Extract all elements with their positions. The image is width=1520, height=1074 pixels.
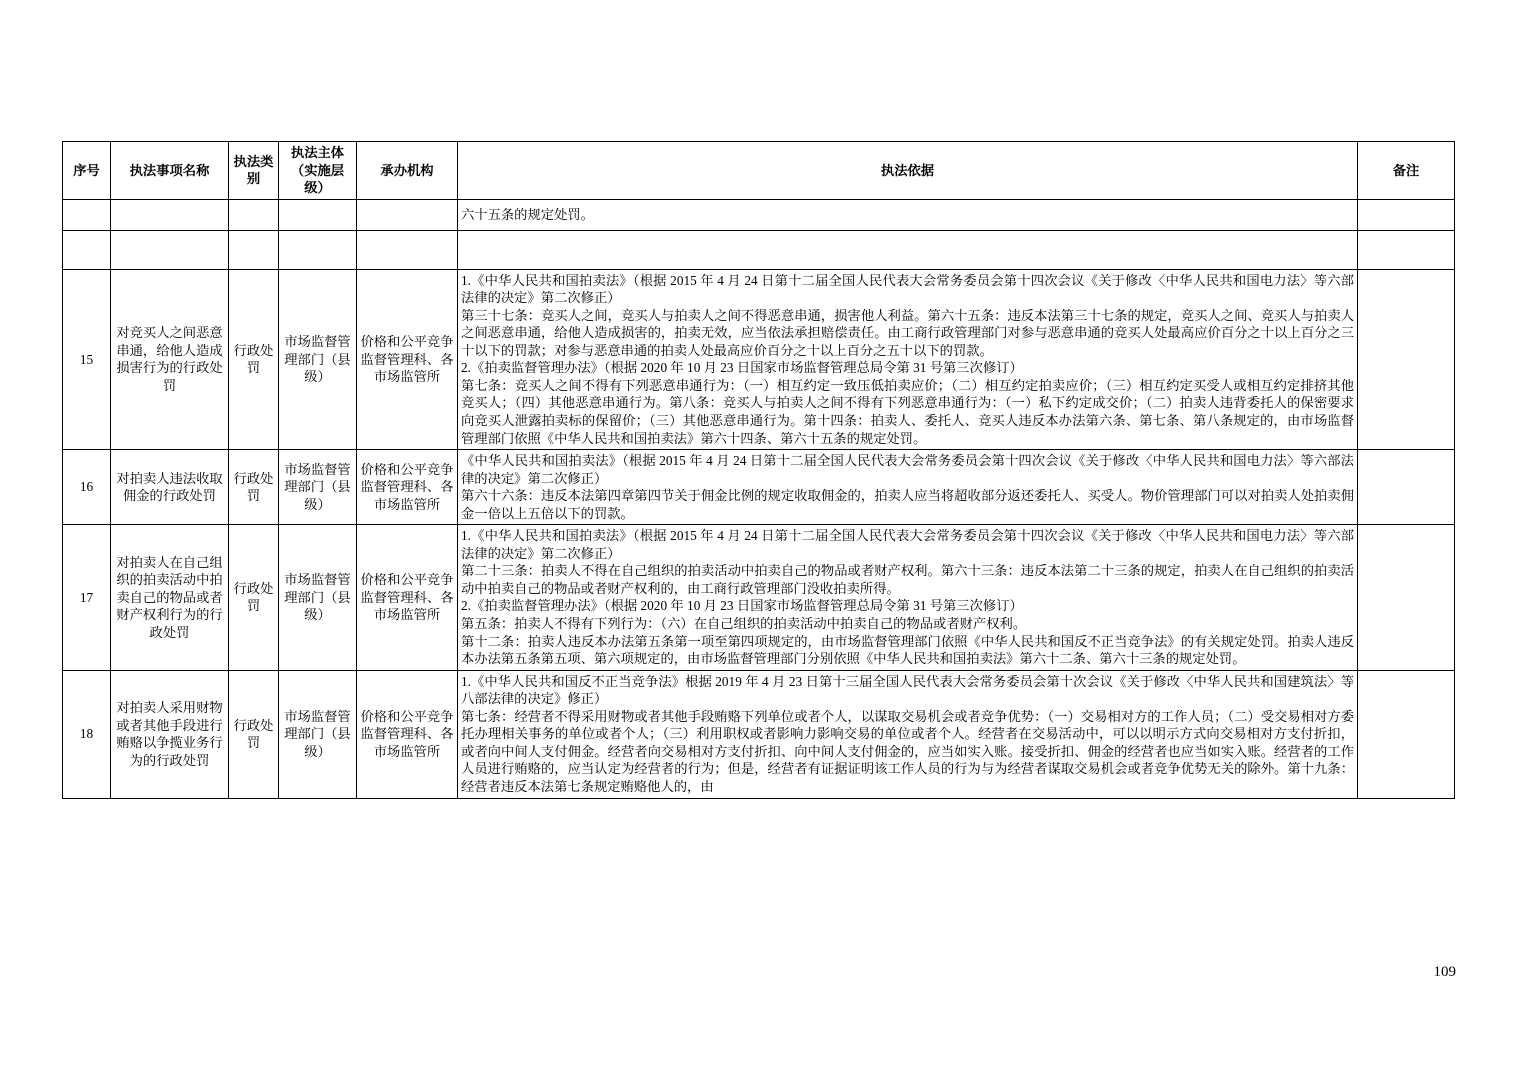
table-row — [63, 670, 1455, 798]
cell-type — [229, 199, 279, 230]
cell-remark — [1358, 230, 1455, 269]
cell-subject: 市场监督管理部门（县级） — [279, 670, 357, 798]
cell-name — [111, 230, 229, 269]
basis-paragraph: 1.《中华人民共和国拍卖法》（根据 2015 年 4 月 24 日第十二届全国人民代表大会常务委员会第十四次会议《关于修改〈中华人民共和国电力法〉等六部法律的决定》第二次修正） — [461, 272, 1354, 306]
cell-remark — [1358, 670, 1455, 798]
basis-paragraph: 2.《拍卖监督管理办法》（根据 2020 年 10 月 23 日国家市场监督管理总局令第 31 号第三次修订） — [461, 360, 1023, 376]
cell-seq: 16 — [63, 450, 111, 525]
cell-org: 价格和公平竞争监督管理科、各市场监管所 — [357, 670, 458, 798]
cell-basis — [458, 450, 1358, 525]
column-header-seq: 序号 — [63, 142, 111, 200]
cell-org: 价格和公平竞争监督管理科、各市场监管所 — [357, 269, 458, 449]
cell-org — [357, 230, 458, 269]
table-header-row — [63, 142, 1455, 200]
cell-name: 对拍卖人在自己组织的拍卖活动中拍卖自己的物品或者财产权利行为的行政处罚 — [111, 525, 229, 670]
cell-seq: 18 — [63, 670, 111, 798]
cell-org: 价格和公平竞争监督管理科、各市场监管所 — [357, 525, 458, 670]
column-header-org: 承办机构 — [357, 142, 458, 200]
cell-name: 对竞买人之间恶意串通，给他人造成损害行为的行政处罚 — [111, 269, 229, 449]
cell-remark — [1358, 525, 1455, 670]
table-row-spacer — [63, 230, 1455, 269]
table-header — [63, 142, 1455, 200]
cell-seq — [63, 230, 111, 269]
cell-subject: 市场监督管理部门（县级） — [279, 450, 357, 525]
column-header-remark: 备注 — [1358, 142, 1455, 200]
cell-type: 行政处罚 — [229, 269, 279, 449]
basis-paragraph: 第十二条：拍卖人违反本办法第五条第一项至第四项规定的，由市场监督管理部门依照《中华人民共和国反不正当竞争法》的有关规定处罚。拍卖人违反本办法第五条第五项、第六项规定的，由市场监督管理部门分别依照《中华人民共和国拍卖法》第六十二条、第六十三条的规定处罚。 — [461, 633, 1354, 667]
column-header-name: 执法事项名称 — [111, 142, 229, 200]
cell-org — [357, 199, 458, 230]
table-body — [63, 199, 1455, 798]
cell-basis — [458, 525, 1358, 670]
cell-seq: 15 — [63, 269, 111, 449]
cell-name: 对拍卖人采用财物或者其他手段进行贿赂以争揽业务行为的行政处罚 — [111, 670, 229, 798]
basis-paragraph: 第二十三条：拍卖人不得在自己组织的拍卖活动中拍卖自己的物品或者财产权利。第六十三条：违反本法第二十三条的规定，拍卖人在自己组织的拍卖活动中拍卖自己的物品或者财产权利的，由工商行政管理部门没收拍卖所得。 — [461, 563, 1354, 596]
cell-name: 对拍卖人违法收取佣金的行政处罚 — [111, 450, 229, 525]
table-row — [63, 269, 1455, 449]
cell-type: 行政处罚 — [229, 670, 279, 798]
enforcement-items-table — [62, 141, 1455, 799]
table-row-continuation — [63, 199, 1455, 230]
basis-paragraph: 第五条：拍卖人不得有下列行为：（六）在自己组织的拍卖活动中拍卖自己的物品或者财产权利。 — [461, 616, 1027, 632]
cell-seq — [63, 199, 111, 230]
page-number: 109 — [1433, 964, 1456, 980]
basis-paragraph: 1.《中华人民共和国反不正当竞争法》根据 2019 年 4 月 23 日第十三届全国人民代表大会常务委员会第十次会议《关于修改〈中华人民共和国建筑法〉等八部法律的决定》修正） — [461, 673, 1354, 707]
cell-type — [229, 230, 279, 269]
cell-remark — [1358, 199, 1455, 230]
basis-paragraph: 第七条：竞买人之间不得有下列恶意串通行为：（一）相互约定一致压低拍卖应价；（二）相互约定拍卖应价；（三）相互约定买受人或相互约定排挤其他竞买人；（四）其他恶意串通行为。第八条：竞买人与拍卖人之间不得有下列恶意串通行为：（一）私下约定成交价；（二）拍卖人违背委托人的保密要求向竞买人泄露拍卖标的保留价；（三）其他恶意串通行为。第十四条：拍卖人、委托人、竞买人违反本办法第六条、第七条、第八条规定的，由市场监督管理部门依照《中华人民共和国拍卖法》第六十四条、第六十五条的规定处罚。 — [461, 377, 1354, 446]
cell-remark — [1358, 269, 1455, 449]
column-header-basis: 执法依据 — [458, 142, 1358, 200]
cell-subject — [279, 230, 357, 269]
table-row — [63, 525, 1455, 670]
cell-basis — [458, 670, 1358, 798]
column-header-type: 执法类别 — [229, 142, 279, 200]
basis-paragraph: 1.《中华人民共和国拍卖法》（根据 2015 年 4 月 24 日第十二届全国人民代表大会常务委员会第十四次会议《关于修改〈中华人民共和国电力法〉等六部法律的决定》第二次修正） — [461, 528, 1354, 561]
cell-type: 行政处罚 — [229, 450, 279, 525]
column-header-subject: 执法主体（实施层级） — [279, 142, 357, 200]
basis-paragraph: 第三十七条：竞买人之间，竞买人与拍卖人之间不得恶意串通，损害他人利益。第六十五条：违反本法第三十七条的规定，竞买人之间、竞买人与拍卖人之间恶意串通，给他人造成损害的，拍卖无效，应当依法承担赔偿责任。由工商行政管理部门对参与恶意串通的竞买人处最高应价百分之十以上百分之三十以下的罚款；对参与恶意串通的拍卖人处最高应价百分之十以上百分之五十以下的罚款。 — [461, 307, 1354, 358]
basis-paragraph: 2.《拍卖监督管理办法》（根据 2020 年 10 月 23 日国家市场监督管理总局令第 31 号第三次修订） — [461, 598, 1023, 614]
cell-subject: 市场监督管理部门（县级） — [279, 525, 357, 670]
cell-subject: 市场监督管理部门（县级） — [279, 269, 357, 449]
cell-subject — [279, 199, 357, 230]
cell-type: 行政处罚 — [229, 525, 279, 670]
table-row — [63, 450, 1455, 525]
cell-org: 价格和公平竞争监督管理科、各市场监管所 — [357, 450, 458, 525]
cell-basis — [458, 230, 1358, 269]
cell-remark — [1358, 450, 1455, 525]
cell-basis: 六十五条的规定处罚。 — [458, 199, 1358, 230]
basis-paragraph: 第七条：经营者不得采用财物或者其他手段贿赂下列单位或者个人，以谋取交易机会或者竞争优势：（一）交易相对方的工作人员；（二）受交易相对方委托办理相关事务的单位或者个人；（三）利用职权或者影响力影响交易的单位或者个人。经营者在交易活动中，可以以明示方式向交易相对方支付折扣，或者向中间人支付佣金。经营者向交易相对方支付折扣、向中间人支付佣金的，应当如实入账。接受折扣、佣金的经营者也应当如实入账。经营者的工作人员进行贿赂的，应当认定为经营者的行为；但是，经营者有证据证明该工作人员的行为与为经营者谋取交易机会或者竞争优势无关的除外。第十九条：经营者违反本法第七条规定贿赂他人的，由 — [461, 708, 1354, 794]
cell-basis — [458, 269, 1358, 449]
basis-paragraph: 第六十六条：违反本法第四章第四节关于佣金比例的规定收取佣金的，拍卖人应当将超收部分返还委托人、买受人。物价管理部门可以对拍卖人处拍卖佣金一倍以上五倍以下的罚款。 — [461, 488, 1354, 521]
basis-paragraph: 《中华人民共和国拍卖法》（根据 2015 年 4 月 24 日第十二届全国人民代表大会常务委员会第十四次会议《关于修改〈中华人民共和国电力法〉等六部法律的决定》第二次修正） — [461, 453, 1354, 486]
cell-seq: 17 — [63, 525, 111, 670]
cell-name — [111, 199, 229, 230]
